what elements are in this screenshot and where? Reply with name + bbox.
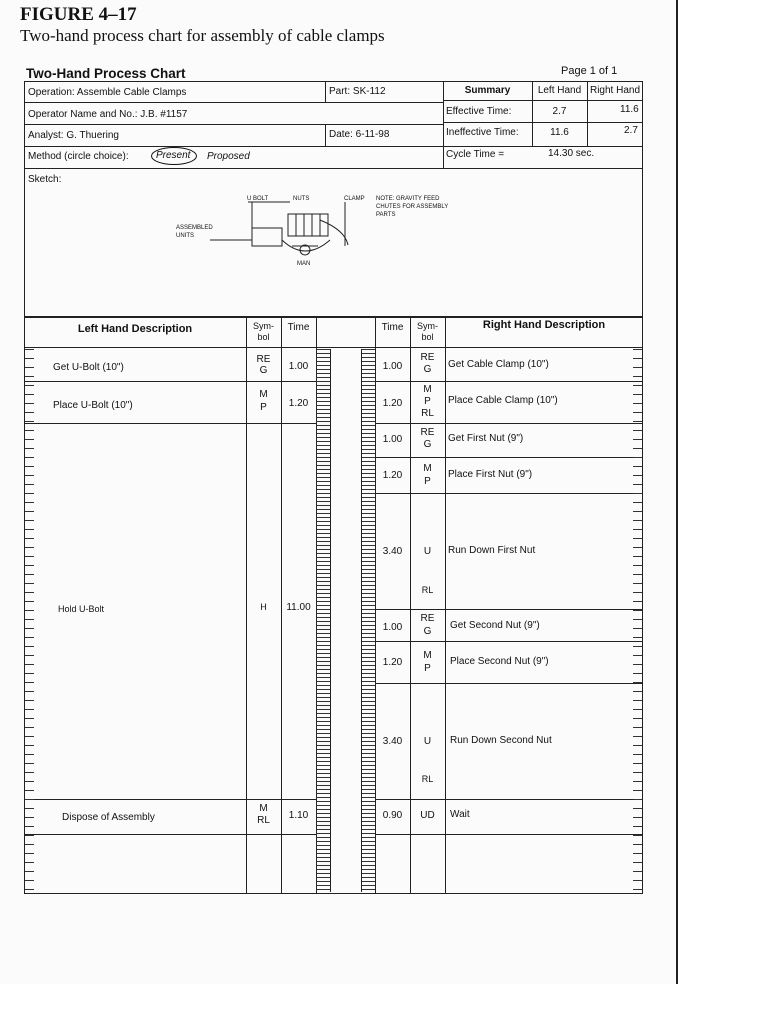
present-circle (151, 147, 197, 165)
left-row-4-symbol-2: RL (257, 815, 270, 826)
right-hand-time-scale (361, 349, 375, 892)
effective-time-label: Effective Time: (446, 106, 512, 117)
sketch-note-line2: CHUTES FOR ASSEMBLY (376, 204, 449, 210)
right-row-2-symbol-3: RL (421, 408, 434, 419)
right-row-7-symbol-2: P (424, 663, 431, 674)
left-row-2-symbol-1: M (259, 389, 268, 400)
date-field: Date: 6-11-98 (329, 129, 390, 140)
page-number: Page 1 of 1 (561, 65, 618, 77)
ineffective-time-label: Ineffective Time: (446, 127, 519, 138)
right-row-3-description: Get First Nut (9") (448, 433, 524, 444)
sketch-assembled-label: ASSEMBLED (176, 225, 213, 231)
right-row-6-symbol-1: RE (420, 613, 435, 624)
left-row-1-time: 1.00 (288, 361, 309, 372)
sketch-note-line3: PARTS (376, 212, 396, 218)
right-row-5-time: 3.40 (382, 546, 403, 557)
right-row-2-time: 1.20 (382, 398, 403, 409)
right-edge-scale (633, 349, 642, 892)
method-proposed: Proposed (207, 151, 250, 162)
effective-left: 2.7 (552, 106, 567, 117)
method-label: Method (circle choice): (28, 151, 129, 162)
ineffective-left: 11.6 (550, 127, 569, 138)
effective-right: 11.6 (620, 104, 639, 115)
right-symbol-header-2: bol (421, 332, 434, 342)
sketch-clamp-label: CLAMP (344, 196, 365, 202)
left-hand-description-header: Left Hand Description (77, 323, 193, 335)
right-row-4-description: Place First Nut (9") (448, 469, 533, 480)
page-edge (676, 0, 678, 984)
right-row-8-symbol-1: U (423, 736, 432, 747)
right-row-1-symbol-1: RE (420, 352, 435, 363)
right-row-3-symbol-1: RE (420, 427, 435, 438)
left-row-2-description: Place U-Bolt (10") (53, 400, 133, 411)
right-row-6-symbol-2: G (423, 626, 432, 637)
right-row-5-symbol-1: U (423, 546, 432, 557)
left-row-3-time: 11.00 (286, 602, 311, 613)
cycle-time-label: Cycle Time = (446, 149, 505, 160)
left-row-2-symbol-2: P (260, 402, 267, 413)
summary-right-hand: Right Hand (589, 85, 641, 96)
right-row-7-description: Place Second Nut (9") (450, 656, 549, 667)
summary-title: Summary (464, 85, 511, 96)
left-time-header: Time (287, 322, 310, 333)
right-row-7-symbol-1: M (423, 650, 432, 661)
workstation-sketch (170, 190, 470, 275)
left-row-4-description: Dispose of Assembly (62, 812, 155, 823)
right-time-header: Time (381, 322, 404, 333)
right-row-3-time: 1.00 (382, 434, 403, 445)
left-row-1-symbol-2: G (259, 365, 268, 376)
right-row-8-description: Run Down Second Nut (450, 735, 552, 746)
right-row-8-symbol-3: RL (421, 774, 434, 784)
right-row-5-symbol-3: RL (421, 585, 434, 595)
right-row-9-time: 0.90 (382, 810, 403, 821)
sketch-units-label: UNITS (176, 233, 194, 239)
right-row-9-symbol-1: UD (420, 810, 435, 821)
ineffective-right: 2.7 (624, 125, 638, 136)
left-hand-time-scale (316, 349, 330, 892)
right-row-1-description: Get Cable Clamp (10") (448, 359, 549, 370)
method-present: Present (156, 150, 191, 161)
left-row-4-symbol-1: M (259, 803, 268, 814)
right-row-4-symbol-2: P (424, 476, 431, 487)
left-row-1-description: Get U-Bolt (10") (53, 362, 124, 373)
cycle-time-value: 14.30 sec. (548, 148, 595, 159)
right-row-2-description: Place Cable Clamp (10") (448, 395, 558, 406)
sketch-ubolt-label: U BOLT (247, 196, 269, 202)
right-row-2-symbol-2: P (424, 396, 431, 407)
left-row-1-symbol-1: RE (256, 354, 271, 365)
left-row-4-time: 1.10 (288, 810, 309, 821)
right-row-2-symbol-1: M (423, 384, 432, 395)
analyst-field: Analyst: G. Thuering (28, 130, 119, 141)
left-row-2-time: 1.20 (288, 398, 309, 409)
sketch-note-line1: NOTE: GRAVITY FEED (376, 196, 440, 202)
right-row-6-time: 1.00 (382, 622, 403, 633)
left-row-3-symbol-1: H (260, 602, 267, 612)
right-hand-description-header: Right Hand Description (482, 319, 606, 331)
right-row-4-time: 1.20 (382, 470, 403, 481)
chart-title: Two-Hand Process Chart (26, 66, 186, 81)
left-symbol-header-2: bol (257, 332, 270, 342)
operation-field: Operation: Assemble Cable Clamps (28, 87, 187, 98)
operator-field: Operator Name and No.: J.B. #1157 (28, 109, 188, 120)
right-row-4-symbol-1: M (423, 463, 432, 474)
right-row-1-symbol-2: G (423, 364, 432, 375)
sketch-man-label: MAN (297, 261, 311, 267)
right-row-1-time: 1.00 (382, 361, 403, 372)
left-symbol-header-1: Sym- (253, 321, 274, 331)
right-symbol-header-1: Sym- (417, 321, 438, 331)
summary-left-hand: Left Hand (537, 85, 582, 96)
figure-label: FIGURE 4–17 (20, 4, 137, 25)
sketch-nuts-label: NUTS (293, 196, 310, 202)
right-row-5-description: Run Down First Nut (448, 545, 536, 556)
left-edge-scale (25, 349, 34, 892)
right-row-8-time: 3.40 (382, 736, 403, 747)
right-row-7-time: 1.20 (382, 657, 403, 668)
right-row-9-description: Wait (450, 809, 470, 820)
part-field: Part: SK-112 (329, 86, 386, 97)
figure-caption: Two-hand process chart for assembly of cable clamps (20, 26, 385, 45)
right-row-6-description: Get Second Nut (9") (450, 620, 540, 631)
sketch-label: Sketch: (28, 174, 62, 185)
right-row-3-symbol-2: G (423, 439, 432, 450)
left-row-3-description: Hold U-Bolt (58, 604, 105, 614)
